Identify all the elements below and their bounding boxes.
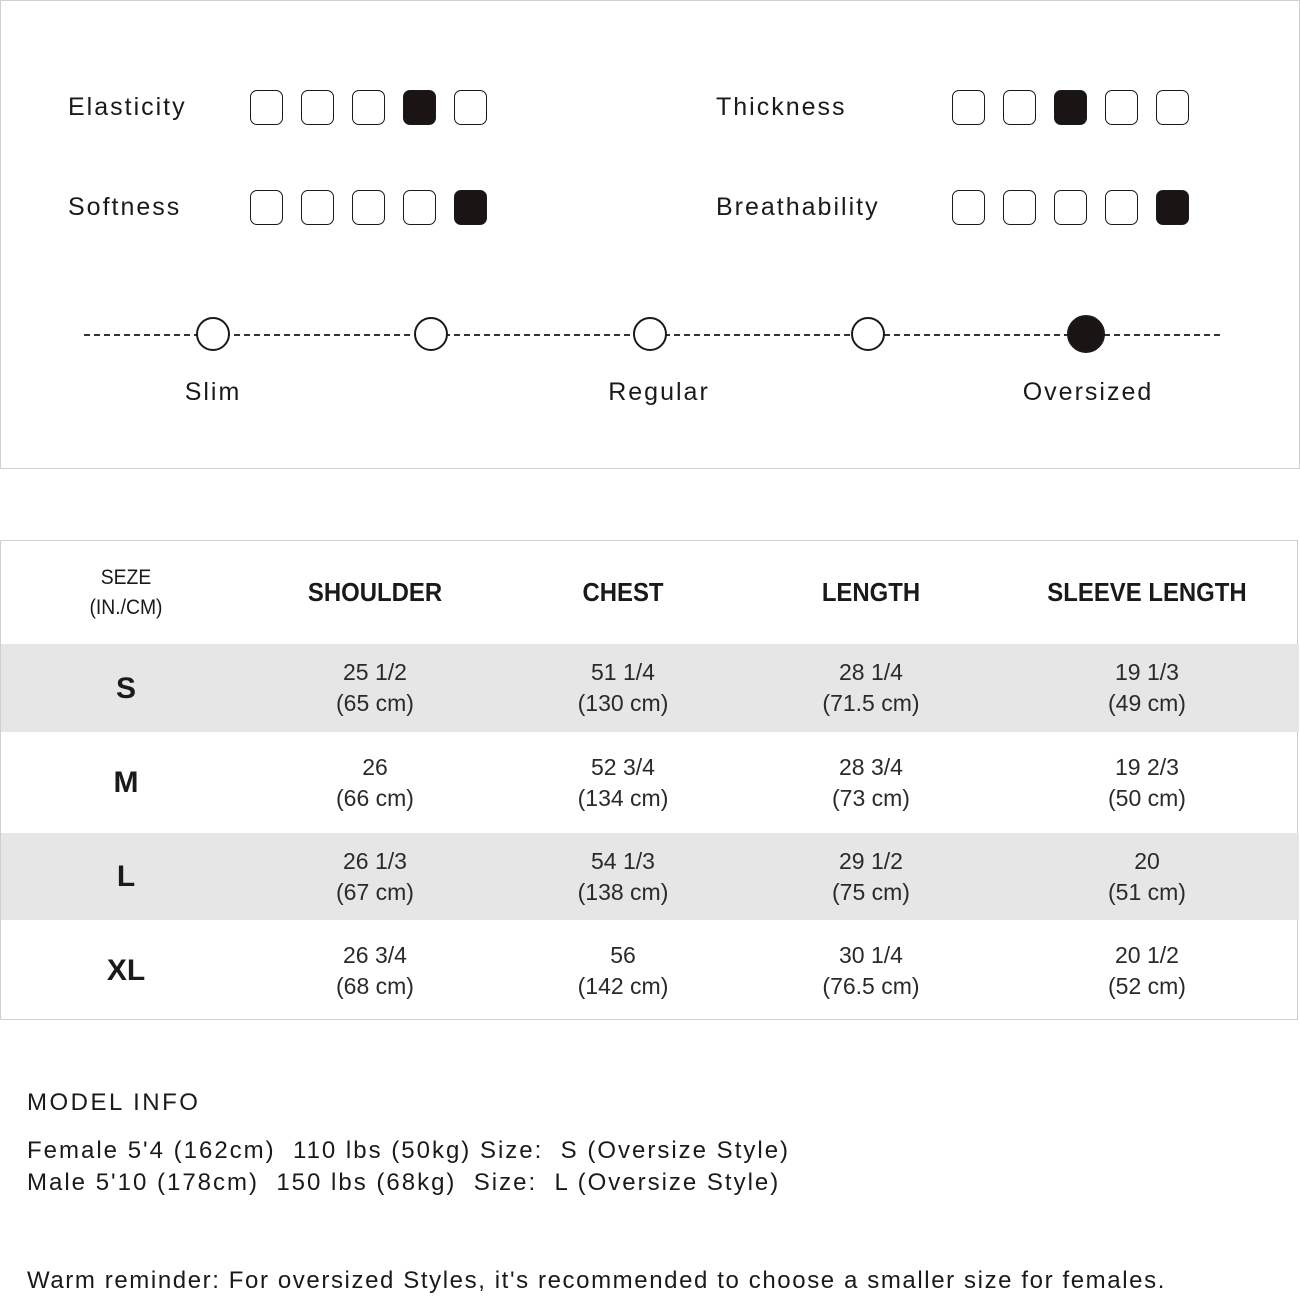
warm-reminder: Warm reminder: For oversized Styles, it's recommended to choose a smaller size for females. (27, 1267, 1166, 1294)
rating-box (1156, 90, 1189, 125)
table-cell (995, 920, 1299, 1021)
size-cell: L (116, 860, 136, 893)
table-cell (251, 732, 499, 833)
rating-box (250, 90, 283, 125)
value-cm: (73 cm) (832, 784, 910, 811)
table-row (1, 732, 1299, 833)
rating-thickness (952, 90, 1189, 125)
header-sleeve-length: SLEEVE LENGTH (1047, 577, 1247, 607)
value-in: 54 1/3 (591, 847, 655, 874)
size-chart-panel (0, 540, 1298, 1020)
value-cm: (51 cm) (1108, 878, 1186, 905)
fit-label-regular: Regular (608, 378, 710, 406)
fit-label-oversized: Oversized (1022, 378, 1154, 406)
value-cm: (75 cm) (832, 878, 910, 905)
value-in: 26 3/4 (343, 941, 407, 968)
size-cell: XL (106, 954, 146, 987)
value-in: 26 (362, 753, 388, 780)
value-cm: (71.5 cm) (822, 690, 920, 716)
attribute-label-softness: Softness (68, 193, 182, 221)
rating-box (301, 190, 334, 225)
value-cm: (50 cm) (1108, 784, 1186, 811)
table-header-row (1, 541, 1299, 644)
rating-box (1003, 90, 1036, 125)
header-size (11, 541, 241, 644)
model-info-male: Male 5'10 (178cm) 150 lbs (68kg) Size: L (Oversize Style) (27, 1169, 781, 1196)
value-cm: (142 cm) (577, 972, 669, 999)
table-cell (499, 833, 747, 920)
table-cell (747, 833, 995, 920)
value-in: 28 3/4 (839, 753, 903, 780)
rating-box (301, 90, 334, 125)
rating-box (250, 190, 283, 225)
table-cell (747, 920, 995, 1021)
rating-box (1003, 190, 1036, 225)
header-shoulder: SHOULDER (307, 577, 443, 607)
value-cm: (68 cm) (336, 972, 414, 999)
attribute-label-thickness: Thickness (716, 93, 847, 121)
model-info-female: Female 5'4 (162cm) 110 lbs (50kg) Size: S (Oversize Style) (27, 1137, 791, 1164)
rating-box (952, 90, 985, 125)
value-in: 29 1/2 (839, 847, 903, 874)
rating-box-selected (403, 90, 436, 125)
value-in: 25 1/2 (343, 659, 407, 685)
value-cm: (67 cm) (336, 878, 414, 905)
value-cm: (130 cm) (577, 690, 669, 716)
rating-box (1105, 90, 1138, 125)
table-row (1, 644, 1299, 732)
rating-box-selected (1156, 190, 1189, 225)
table-cell (251, 644, 499, 732)
table-cell (251, 920, 499, 1021)
value-in: 19 1/3 (1115, 659, 1179, 685)
table-row (1, 920, 1299, 1021)
rating-box (454, 90, 487, 125)
header-chest: CHEST (582, 577, 664, 607)
value-in: 52 3/4 (591, 753, 655, 780)
attribute-label-elasticity: Elasticity (68, 93, 187, 121)
rating-box (952, 190, 985, 225)
header-size-unit: (IN./CM) (89, 595, 163, 619)
value-in: 30 1/4 (839, 941, 903, 968)
model-info-title: MODEL INFO (27, 1089, 201, 1116)
value-cm: (66 cm) (336, 784, 414, 811)
table-cell (251, 833, 499, 920)
value-cm: (138 cm) (577, 878, 669, 905)
value-in: 26 1/3 (343, 847, 407, 874)
fit-scale-dot (633, 317, 667, 351)
rating-box (1054, 190, 1087, 225)
value-in: 28 1/4 (839, 659, 903, 685)
rating-box-selected (1054, 90, 1087, 125)
size-cell: M (113, 766, 139, 799)
attribute-label-breathability: Breathability (716, 193, 880, 221)
rating-box-selected (454, 190, 487, 225)
table-cell (995, 732, 1299, 833)
fit-scale-dot (196, 317, 230, 351)
table-cell (499, 644, 747, 732)
fit-scale-dot-selected (1067, 315, 1105, 353)
fit-scale-dot (851, 317, 885, 351)
size-cell: S (115, 671, 136, 705)
rating-elasticity (250, 90, 487, 125)
table-cell (995, 644, 1299, 732)
fit-label-slim: Slim (184, 378, 242, 406)
rating-box (352, 190, 385, 225)
value-cm: (76.5 cm) (822, 972, 920, 999)
table-cell (747, 732, 995, 833)
rating-softness (250, 190, 487, 225)
value-cm: (49 cm) (1108, 690, 1186, 716)
value-cm: (65 cm) (336, 690, 414, 716)
table-cell (995, 833, 1299, 920)
header-length: LENGTH (821, 577, 921, 607)
rating-box (403, 190, 436, 225)
table-cell (499, 732, 747, 833)
value-cm: (134 cm) (577, 784, 669, 811)
rating-box (352, 90, 385, 125)
size-chart-table (1, 541, 1299, 1021)
value-in: 51 1/4 (591, 659, 655, 685)
rating-breathability (952, 190, 1189, 225)
value-in: 19 2/3 (1115, 753, 1179, 780)
value-in: 20 (1134, 847, 1160, 874)
rating-box (1105, 190, 1138, 225)
table-cell (499, 920, 747, 1021)
header-size-label: SEZE (100, 565, 152, 589)
table-cell (747, 644, 995, 732)
value-in: 20 1/2 (1115, 941, 1179, 968)
value-in: 56 (610, 941, 636, 968)
fit-scale-dot (414, 317, 448, 351)
table-row (1, 833, 1299, 920)
value-cm: (52 cm) (1108, 972, 1186, 999)
